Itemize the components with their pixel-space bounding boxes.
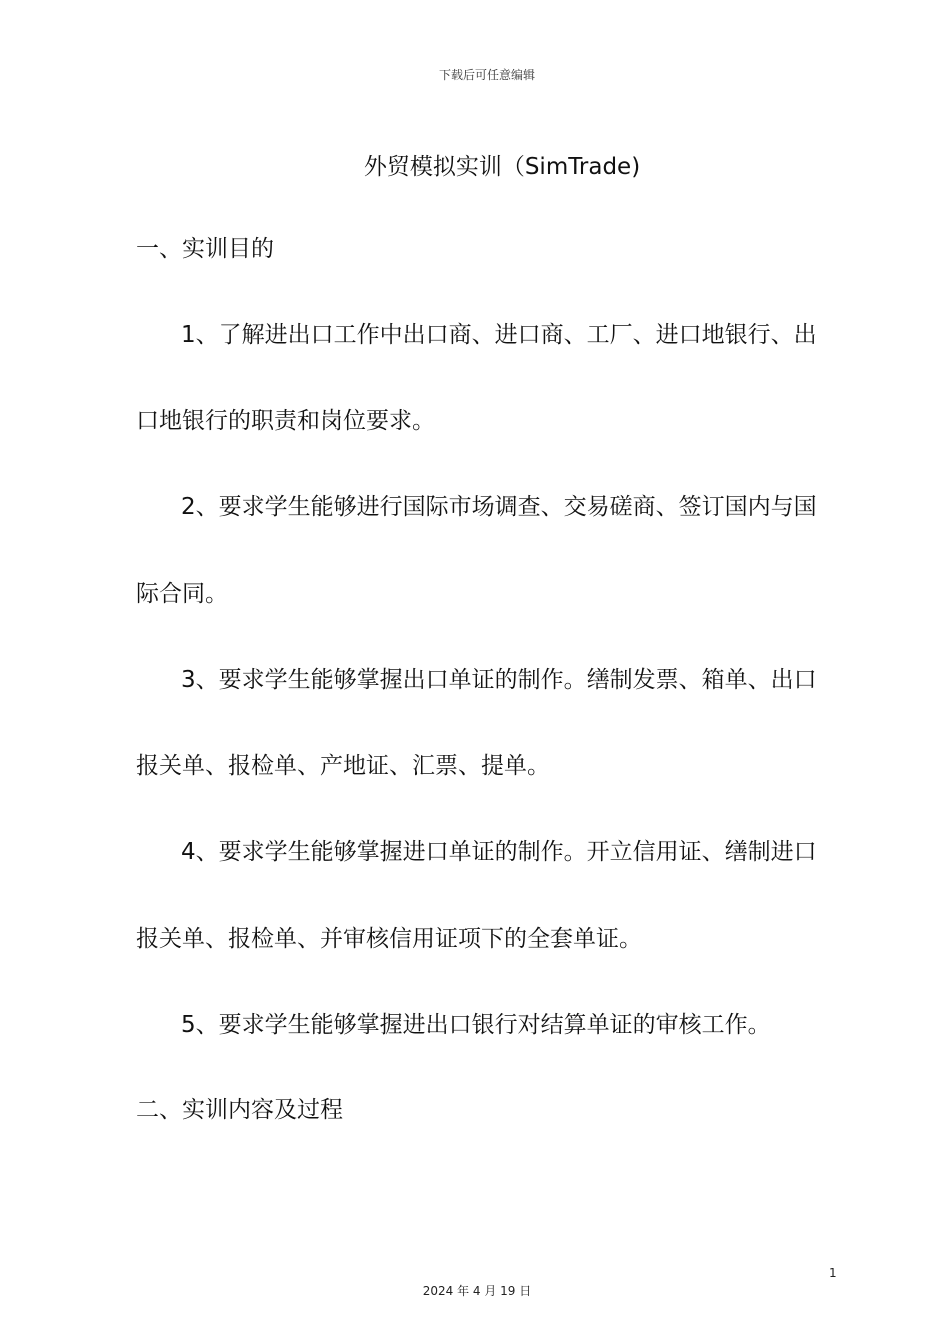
section-heading: 二、实训内容及过程 [136,1097,343,1123]
document-title: 外贸模拟实训（SimTrade) [363,154,641,180]
paragraph-line: 际合同。 [136,581,228,607]
page-number: 1 [829,1266,837,1280]
paragraph-line: 4、要求学生能够掌握进口单证的制作。开立信用证、缮制进口 [181,839,817,865]
section-heading: 一、实训目的 [136,236,274,262]
paragraph-line: 5、要求学生能够掌握进出口银行对结算单证的审核工作。 [181,1012,771,1038]
paragraph-line: 报关单、报检单、产地证、汇票、提单。 [136,753,550,779]
footer-date: 2024 年 4 月 19 日 [422,1284,532,1298]
header-note: 下载后可任意编辑 [438,68,535,82]
paragraph-line: 报关单、报检单、并审核信用证项下的全套单证。 [136,926,642,952]
paragraph-line: 3、要求学生能够掌握出口单证的制作。缮制发票、箱单、出口 [181,667,817,693]
paragraph-line: 2、要求学生能够进行国际市场调查、交易磋商、签订国内与国 [181,494,817,520]
paragraph-line: 1、了解进出口工作中出口商、进口商、工厂、进口地银行、出 [181,322,817,348]
paragraph-line: 口地银行的职责和岗位要求。 [136,408,435,434]
